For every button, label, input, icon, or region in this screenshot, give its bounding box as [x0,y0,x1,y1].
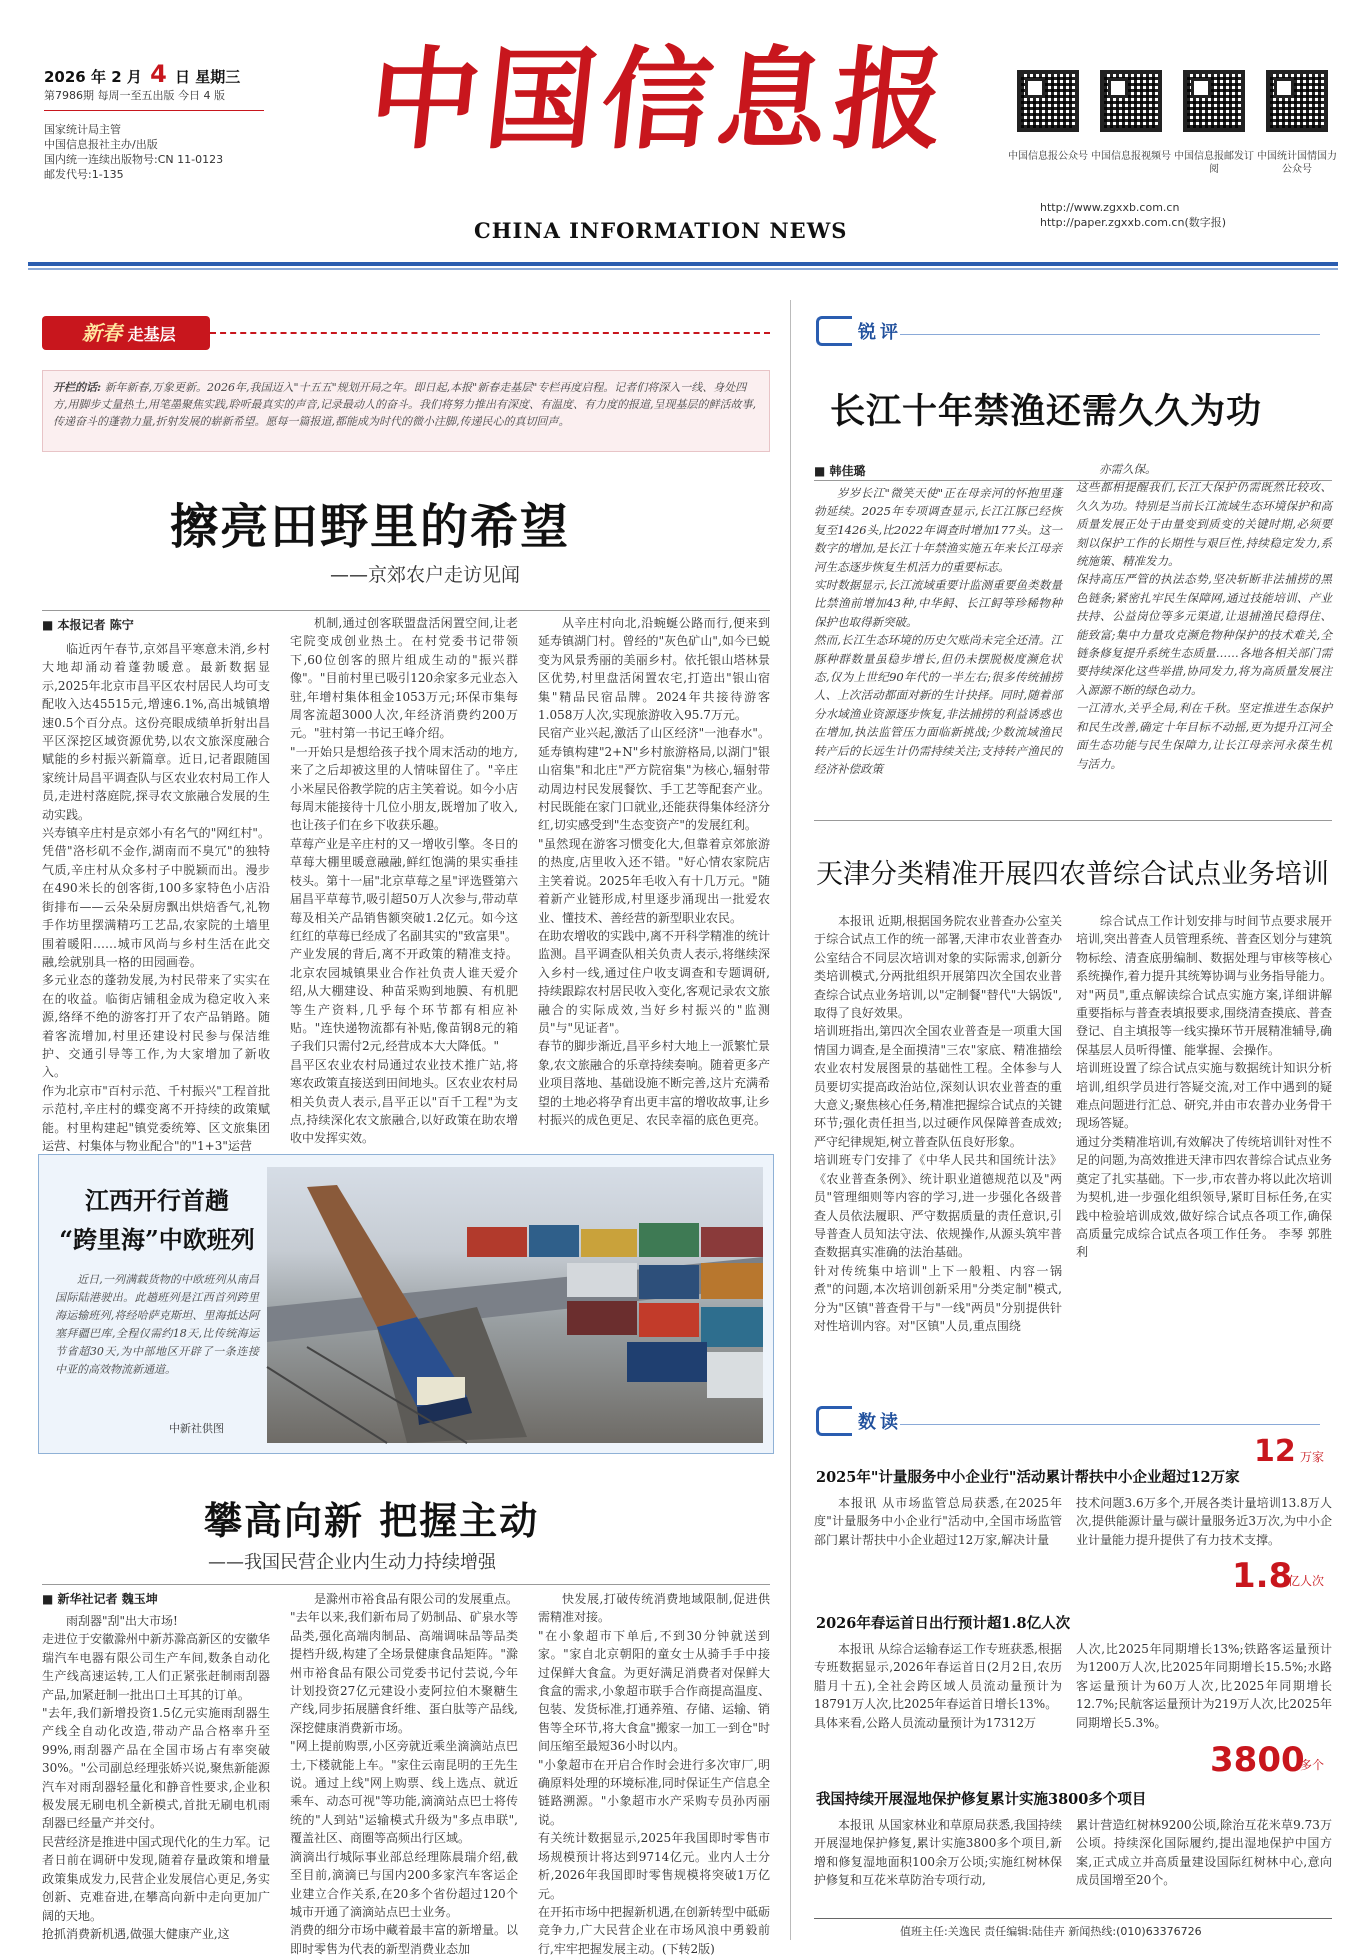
qr-code-icon[interactable] [1183,70,1245,132]
sponsor-line: 国家统计局主管 [44,123,121,136]
issue-day: 4 [150,60,167,88]
section-tag-label: 数读 [858,1412,902,1433]
article-column: 技术问题3.6万多个,开展各类计量培训13.8万人次,提供能源计量与碳计量服务近3万次,为中小企业计量能力提升提供了有力技术支撑。 [1076,1496,1332,1547]
photo-news-box [38,1154,774,1454]
section-tag [816,316,902,346]
stat-unit: 万家 [1300,1450,1325,1464]
stat-title: 2025年"计量服务中小企业行"活动累计帮扶中小企业超过12万家 [816,1469,1240,1486]
article-title: 擦亮田野里的希望 [170,499,571,555]
train-photo-illustration [267,1167,763,1443]
stat-number: 3800 [1210,1740,1305,1780]
photo-title-line1: 江西开行首趟 [85,1186,229,1215]
article-column: 从辛庄村向北,沿蜿蜒公路而行,便来到延寿镇湖门村。曾经的"灰色矿山",如今已蜕变为风景秀丽的美丽乡村。依托银山塔林景区优势,村里盘活闲置农宅,打造出"银山宿集"精品民宿品牌。2024年共接待游客1.058万人次,实现旅游收入95.7万元。 民宿产业兴起,激活了山区经济"一池春水"。延寿镇构建"2+N"乡村旅游格局,以湖门"银山宿集"和北庄"严方院宿集"为核心,辐射带动周边村民发展餐饮、手工艺等配套产业。村民既能在家门口就业,还能获得集体经济分红,切实感受到"生态变资产"的发展红利。 "虽然现在游客习惯变化大,但靠着京郊旅游的热度,店里收入还不错。"好心情农家院店主笑着说。2025年毛收入有十几万元。"随着新产业链形成,村里逐步涌现出一批爱农业、懂技术、善经营的新型职业农民。 在助农增收的实践中,离不开科学精准的统计监测。昌平调查队相关负责人表示,将继续深入乡村一线,通过住户收支调查和专题调研,持续跟踪农村居民收入变化,客观记录农文旅融合的实际成效,当好乡村振兴的"监测员"与"见证者"。 春节的脚步渐近,昌平乡村大地上一派繁忙景象,农文旅融合的乐章持续奏响。随着更多产业项目落地、基础设施不断完善,这片充满希望的土地必将孕育出更丰富的增收故事,让乡村振兴的成色更足、农民幸福的底色更亮。 [538,616,770,1127]
sponsor-line: 中国信息报社主办/出版 [44,138,158,151]
stat-unit: 多个 [1300,1758,1325,1772]
photo-title-line2: “跨里海”中欧班列 [59,1225,255,1254]
stat-title: 2026年春运首日出行预计超1.8亿人次 [816,1615,1071,1632]
article-column: 人次,比2025年同期增长13%;铁路客运量预计为1200万人次,比2025年同期增长15.5%;水路客运量预计为60万人次,比2025年同期增长12.7%;民航客运量预计为219万人次,比2025年同期增长5.3%。 [1076,1642,1332,1730]
article-title: 攀高向新 把握主动 [204,1498,540,1543]
issue-weekday: 日 星期三 [175,68,241,86]
page-footer: 值班主任:关逸民 责任编辑:陆佳卉 新闻热线:(010)63376726 [900,1925,1202,1938]
column-badge [42,316,210,350]
byline: ■ 新华社记者 魏玉坤 [42,1592,158,1606]
editor-note-text: 新年新春,万象更新。2026年,我国迈入"十五五"规划开局之年。即日起,本报"新春走基层"专栏再度启程。记者们将深入一线、身处四方,用脚步丈量热土,用笔墨聚焦实践,聆听最真实的声音,记录最动人的奋斗。我们将努力推出有深度、有温度、有力度的报道,呈现基层的鲜活故事,传递奋斗的蓬勃力量,折射发展的崭新希望。愿每一篇报道,都能成为时代的微小注脚,传递民心的真切回声。 [53,381,756,428]
badge-text-a: 新春 [82,321,122,345]
qr-code-icon[interactable] [1100,70,1162,132]
editor-note-label: 开栏的话: [53,381,102,394]
article-column: 岁岁长江"微笑天使"正在母亲河的怀抱里蓬勃延续。2025年专项调查显示,长江江豚已经恢复至1426头,比2022年调查时增加177头。这一数字的增加,是长江十年禁渔实施五年来长江母亲河生态逐步恢复生机活力的重要标志。 实时数据显示,长江流域重要计监测重要鱼类数量比禁渔前增加43种,中华鲟、长江鲟等珍稀物种保护也取得新突破。 然而,长江生态环境的历史欠账尚未完全还清。江豚种群数量虽稳步增长,但仍未摆脱极度濒危状态,仅为上世纪90年代的一半左右;很多传统捕捞人、上次活动都面对新的生计抉择。同时,随着部分水域渔业资源逐步恢复,非法捕捞的利益诱惑也在增加,执法监管压力面临新挑战;少数流域渔民转产后的长远生计仍需持续关注;支持转产渔民的经济补偿政策 [814,486,1062,777]
qr-label: 中国信息报邮发订阅 [1174,151,1254,175]
section-tag-bracket-icon [816,316,852,346]
stat-unit: 亿人次 [1288,1574,1325,1588]
website-links [1040,200,1226,230]
article-column: 综合试点工作计划安排与时间节点要求展开培训,突出普查人员管理系统、普查区划分与建筑物标绘、清查底册编制、数据处理与审核等核心系统操作,着力提升其统筹协调与业务指导能力。对"两员",重点解读综合试点实施方案,详细讲解重要指标与普查表填报要求,围绕清查摸底、普查登记、自主填报等一线实操环节开展精准辅导,确保基层人员听得懂、能掌握、会操作。 培训班设置了综合试点实施与数据统计知识分析培训,组织学员进行答疑交流,对工作中遇到的疑难点问题进行汇总、研究,并由市农普办业务骨干现场答疑。 通过分类精准培训,有效解决了传统培训针对性不足的问题,为高效推进天津市四农普综合试点业务奠定了扎实基础。下一步,市农普办将以此次培训为契机,进一步强化组织领导,紧盯目标任务,在实践中检验培训成效,做好综合试点各项工作,确保高质量完成综合试点各项工作任务。 李琴 郭胜利 [1076,914,1332,1260]
qr-code-icon[interactable] [1266,70,1328,132]
website-url[interactable]: http://www.zgxxb.com.cn [1040,201,1180,214]
newspaper-logo-en: CHINA INFORMATION NEWS [474,218,848,243]
article-subtitle: ——京郊农户走访见闻 [330,564,521,586]
article-column: 机制,通过创客联盟盘活闲置空间,让老宅院变成创业热土。在村党委书记带领下,60位创客的照片组成生动的"振兴群像"。"目前村里已吸引120余家多元业态入驻,年增村集体租金1053万元;环保市集每周客流超3000人次,年经济消费约200万元。"驻村第一书记王峰介绍。 "一开始只是想给孩子找个周末活动的地方,来了之后却被这里的人情味留住了。"辛庄小米屋民俗教学院的店主笑着说。如今小店每周末能接待十几位小朋友,既增加了收入,也让孩子们在乡下收获乐趣。 草莓产业是辛庄村的又一增收引擎。冬日的草莓大棚里暖意融融,鲜红饱满的果实垂挂枝头。第十一届"北京草莓之星"评选暨第六届昌平草莓节,吸引超50万人次参与,带动草莓及相关产品销售额突破1.2亿元。如今这红红的草莓已经成了名副其实的"致富果"。 产业发展的背后,离不开政策的精准支持。北京农园城镇果业合作社负责人谁天爱介绍,从大棚建设、种苗采购到地膜、有机肥等生产资料,几乎每个环节都有相应补贴。"连快递物流都有补贴,像苗钢8元的箱子我们只需付2元,经营成本大大降低。" 昌平区农业农村局通过农业技术推广站,将寒农政策直接送到田间地头。区农业农村局相关负责人表示,昌平正以"百千工程"为支点,持续深化农文旅融合,以好政策在助农增收中发挥实效。 [290,616,519,1146]
qr-label: 中国统计国情国力公众号 [1257,151,1337,175]
digital-paper-url[interactable]: http://paper.zgxxb.com.cn(数字报) [1040,216,1227,229]
section-tag [816,1406,902,1436]
qr-label: 中国信息报公众号 [1008,151,1088,162]
sponsor-info [44,122,223,182]
byline: ■ 本报记者 陈宁 [42,618,134,632]
masthead-divider [28,268,1338,270]
stat-number: 1.8 [1232,1556,1293,1596]
byline: ■ 韩佳璐 [814,464,866,478]
train-photo [267,1167,763,1443]
stat-number: 12 [1254,1434,1296,1469]
article-column: 快发展,打破传统消费地域限制,促进供需精准对接。 "在小象超市下单后,不到30分钟就送到家。"家自北京朝阳的童女士从骑手手中接过保鲜大食盒。为更好满足消费者对保鲜大食盒的需求,小象超市联手合作商提高温度、包装、发货标准,打通养殖、存储、运输、销售等全环节,将大食盒"搬家一加工一到仓"时间压缩至最短36小时以内。 "小象超市在开启合作时会进行多次审厂,明确原料处理的环境标准,同时保证生产信息全链路溯源。"小象超市水产采购专员孙丙丽说。 有关统计数据显示,2025年我国即时零售市场规模预计将达到9714亿元。业内人士分析,2026年我国即时零售规模将突破1万亿元。 在开拓市场中把握新机遇,在创新转型中砥砺竞争力,广大民营企业在市场风浪中勇毅前行,牢牢把握发展主动。(下转2版) [538,1592,770,1956]
column-divider [790,300,791,1940]
masthead-divider [28,262,1338,266]
photo-credit: 中新社供图 [169,1422,224,1435]
qr-label: 中国信息报视频号 [1091,151,1171,162]
section-tag-bracket-icon [816,1406,852,1436]
article-subtitle: ——我国民营企业内生动力持续增强 [208,1552,496,1573]
sponsor-line: 国内统一连续出版物号:CN 11-0123 [44,153,224,166]
article-column: 雨刮器"刮"出大市场! 走进位于安徽滁州中新苏滁高新区的安徽华瑞汽车电器有限公司生产车间,数条自动化生产线高速运转,工人们正紧张赶制雨刮器产品,加紧赶制一批出口土耳其的订单。 "去年,我们新增投资1.5亿元实施雨刮器生产线全自动化改造,带动产品合格率升至99%,雨刮器产品在全国市场占有率突破30%。"公司副总经理张娇兴说,聚焦新能源汽车对雨刮器轻量化和静音性要求,企业积极发展无刷电机全新模式,首批无刷电机雨刮器已经量产并交付。 民营经济是推进中国式现代化的生力军。记者日前在调研中发现,随着存量政策和增量政策集成发力,民营企业发展信心更足,务实创新、克难奋进,在攀高向新中走向更加广阔的天地。 抢抓消费新机遇,做强大健康产业,这 [42,1614,271,1941]
newspaper-logo: 中国信息报 [363,35,957,164]
article-column: 本报讯 从国家林业和草原局获悉,我国持续开展湿地保护修复,累计实施3800多个项目,新增和修复湿地面积100余万公顷;实施红树林保护修复和互花米草防治专项行动, [814,1818,1062,1888]
article-title: 天津分类精准开展四农普综合试点业务培训 [816,859,1329,890]
qr-code-icon[interactable] [1017,70,1079,132]
article-column: 本报讯 从综合运输春运工作专班获悉,根据专班数据显示,2026年春运首日(2月2日,农历腊月十五),全社会跨区域人员流动量预计为18791万人次,比2025年春运首日增长13%。 具体来看,公路人员流动量预计为17312万 [814,1642,1062,1730]
badge-text-b: 走基层 [127,325,176,344]
photo-caption: 近日,一列满载货物的中欧班列从南昌国际陆港驶出。此趟班列是江西首列跨里海运输班列,将经哈萨克斯坦、里海抵达阿塞拜疆巴库,全程仅需约18天,比传统海运节省超30天,为中部地区开辟了一条连接中亚的高效物流新通道。 [55,1273,259,1376]
stat-title: 我国持续开展湿地保护修复累计实施3800多个项目 [816,1791,1147,1808]
sponsor-line: 邮发代号:1-135 [44,168,124,181]
issue-date: 2026 年 2 月 [44,68,142,86]
editor-note [42,370,770,452]
article-column: 是滁州市裕食品有限公司的发展重点。 "去年以来,我们新布局了奶制品、矿泉水等品类,强化高端肉制品、高端调味品等品类提档升级,构建了全场景健康食品矩阵。"滁州市裕食品有限公司党委书记付芸说,今年计划投资27亿元建设小麦阿拉伯木聚糖生产线,同步拓展膳食纤维、蛋白肽等产品线,深挖健康消费新市场。 "网上提前购票,小区旁就近乘坐滴滴站点巴士,下楼就能上车。"家住云南昆明的王先生说。通过上线"网上购票、线上选点、就近乘车、动态可视"等功能,滴滴站点巴士将传统的"人到站"运输模式升级为"多点串联",覆盖社区、商圈等高频出行区域。 滴滴出行城际事业部总经理陈晨瑞介绍,截至目前,滴滴已与国内200多家汽车客运企业建立合作关系,在20多个省份超过120个城市开通了滴滴站点巴士业务。 消费的细分市场中藏着最丰富的新增量。以即时零售为代表的新型消费业态加 [290,1592,519,1956]
badge-rule [210,332,770,334]
article-column: 临近丙午春节,京郊昌平寒意未消,乡村大地却涌动着蓬勃暖意。最新数据显示,2025年北京市昌平区农村居民人均可支配收入达45515元,增速6.1%,高出城镇增速0.5个百分点。这份亮眼成绩单折射出昌平区深挖区域资源优势,以农文旅深度融合赋能的乡村振兴新篇章。近日,记者跟随国家统计局昌平调查队与区农业农村局工作人员,走进村落庭院,探寻农文旅融合发展的生动实践。 兴寿镇辛庄村是京郊小有名气的"网红村"。凭借"洛杉矶不金作,湖南而不臭冗"的独特气质,辛庄村从众多村子中脱颖而出。漫步在490米长的创客街,100多家特色小店沿街排布——云朵朵厨房飘出烘焙香气,礼物手作坊里摆满精巧工艺品,农家院的土墙里围着暖阳……城市风尚与乡村生活在此交融,绘就别具一格的田园画卷。 多元业态的蓬勃发展,为村民带来了实实在在的收益。临街店铺租金成为稳定收入来源,络绎不绝的游客打开了农产品销路。随着客流增加,村里还建设村民参与保洁维护、交通引导等工作,为大家增加了新收入。 作为北京市"百村示范、千村振兴"工程首批示范村,辛庄村的蝶变离不开持续的政策赋能。村里构建起"镇党委统筹、区文旅集团运营、村集体与物业配合"的"1+3"运营 [42,642,271,1153]
article-column: 本报讯 从市场监管总局获悉,在2025年度"计量服务中小企业行"活动中,全国市场监管部门累计帮扶中小企业超过12万家,解决计量 [814,1496,1062,1547]
issue-number: 第7986期 每周一至五出版 今日 4 版 [44,89,225,102]
section-tag-label: 锐评 [858,322,902,343]
commentary-title: 长江十年禁渔还需久久为功 [830,391,1263,432]
article-column: 累计营造红树林9200公顷,除治互花米草9.73万公顷。持续深化国际履约,提出湿地保护中国方案,正式成立并高质量建设国际红树林中心,意向成员国增至20个。 [1076,1818,1332,1888]
article-column: 本报讯 近期,根据国务院农业普查办公室关于综合试点工作的统一部署,天津市农业普查办公室结合不同层次培训对象的实际需求,创新分类培训模式,分两批组织开展第四次全国农业普查综合试点业务培训,以"定制餐"替代"大锅饭",取得了良好效果。 培训班指出,第四次全国农业普查是一项重大国情国力调查,是全面摸清"三农"家底、精准描绘农业农村发展图景的基础性工程。全体参与人员要切实提高政治站位,深刻认识农业普查的重大意义;聚焦核心任务,精准把握综合试点的关键环节;强化责任担当,以过硬作风保障普查成效;严守纪律规矩,树立普查队伍良好形象。 培训班专门安排了《中华人民共和国统计法》《农业普查条例》、统计职业道德规范以及"两员"管理细则等内容的学习,进一步强化各级普查人员依法履职、严守数据质量的责任意识,引导普查人员知法守法、依规操作,从源头筑牢普查数据真实准确的法治基础。 针对传统集中培训"上下一般粗、内容一锅煮"的问题,本次培训创新采用"分类定制"模式,分为"区镇"普查骨干与"一线"两员"分别提供针对性培训内容。对"区镇"人员,重点围绕 [814,914,1062,1333]
article-column: 亦需久保。 这些都相提醒我们,长江大保护仍需既然比较攻、久久为功。特别是当前长江流域生态环境保护和高质量发展正处于由量变到质变的关键时期,必须要刻以保护工作的长期性与艰巨性,持续稳定发力,系统施策、精准发力。 保持高压严管的执法态势,坚决斩断非法捕捞的黑色链条;紧密扎牢民生保障网,通过技能培训、产业扶持、公益岗位等多元渠道,让退捕渔民稳得住、能致富;集中力量攻克濒危物种保护的技术难关,全链条修复提升系统生态质量……各地各相关部门需要持续深化这些举措,协同发力,将为高质量发展注入源源不断的绿色动力。 一江清水,关乎全局,利在千秋。坚定推进生态保护和民生改善,确定十年目标不动摇,更为提升江河全面生态功能与民生保障力,让长江母亲河永葆生机与活力。 [1076,462,1332,771]
